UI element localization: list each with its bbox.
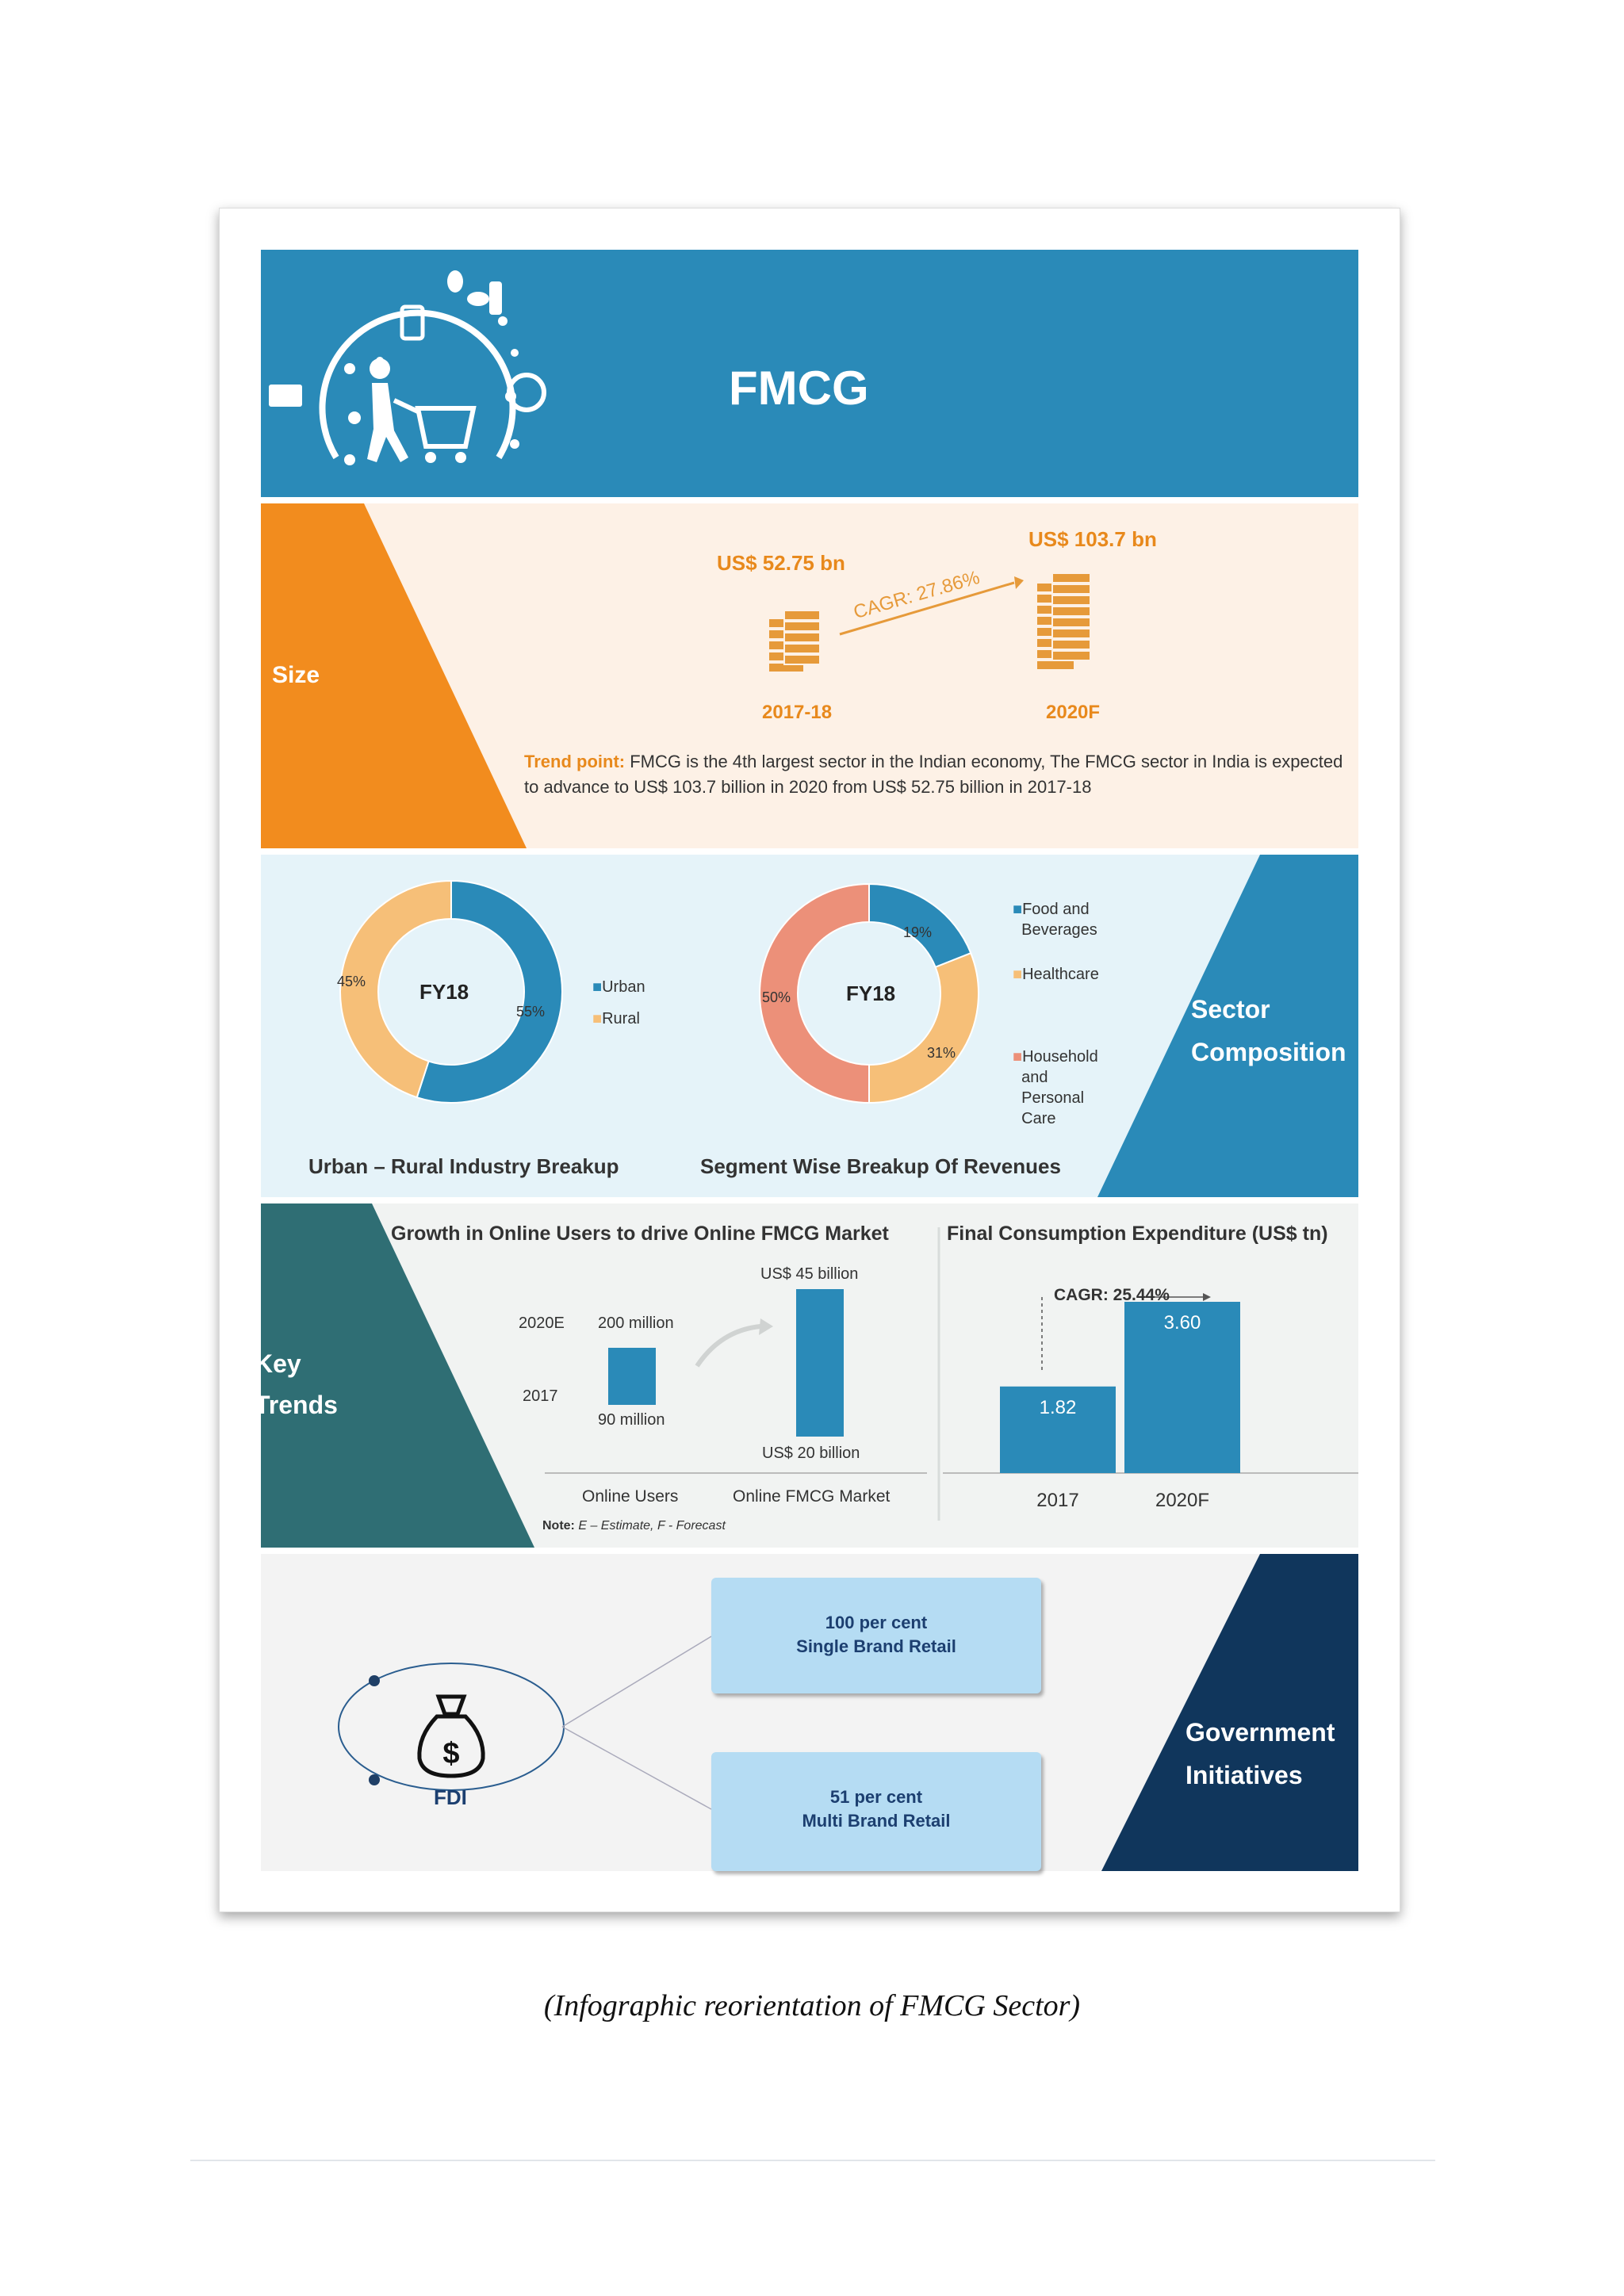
trends-label <box>255 1343 338 1425</box>
segment-slice-1 <box>869 953 979 1103</box>
segment-center: FY18 <box>846 982 896 1005</box>
legend-urban: ■Urban <box>592 978 645 996</box>
page-title: FMCG <box>729 362 869 415</box>
gov-label-line2: Initiatives <box>1185 1761 1303 1789</box>
urban-rural-center: FY18 <box>419 980 469 1004</box>
single-brand-line1: 100 per cent <box>825 1613 928 1632</box>
gov-section <box>261 1554 1358 1871</box>
trends-section <box>255 1203 1358 1548</box>
axis-online-market: Online FMCG Market <box>733 1487 891 1506</box>
users-2020: 200 million <box>598 1314 674 1332</box>
fdi-label: FDI <box>434 1785 467 1809</box>
legend-food: ■Food and Beverages <box>1013 901 1097 939</box>
online-year-2020: 2020E <box>519 1314 565 1332</box>
legend-rural: ■Rural <box>592 1010 640 1027</box>
gov-label <box>1185 1711 1335 1797</box>
sector-label <box>1191 988 1346 1073</box>
household-pct: 50% <box>762 989 791 1005</box>
legend-household: ■Household and Personal Care <box>1013 1048 1098 1127</box>
size-label: Size <box>272 662 320 688</box>
urban-rural-title: Urban – Rural Industry Breakup <box>308 1154 619 1178</box>
consumption-cagr: CAGR: 25.44% <box>1054 1286 1170 1304</box>
urban-pct: 55% <box>516 1004 546 1020</box>
cagr-label: CAGR: 27.86% <box>851 566 982 624</box>
page-divider <box>190 2160 1435 2161</box>
sector-section <box>261 855 1358 1197</box>
dollar-icon: $ <box>442 1737 460 1770</box>
consumption-category-label: 2017 <box>1036 1490 1079 1511</box>
healthcare-pct: 31% <box>927 1045 956 1061</box>
consumption-value-label: 3.60 <box>1163 1312 1201 1334</box>
single-brand-line2: Single Brand Retail <box>796 1636 956 1656</box>
figure-caption: (Infographic reorientation of FMCG Sector) <box>543 1989 1081 2022</box>
sector-label-line1: Sector <box>1191 995 1270 1024</box>
value-2017: US$ 52.75 bn <box>717 551 845 575</box>
sector-label-line2: Composition <box>1191 1038 1346 1066</box>
trends-label-line2: Trends <box>255 1391 338 1419</box>
axis-online-users: Online Users <box>582 1487 679 1506</box>
note: Note: E – Estimate, F - Forecast <box>542 1519 726 1533</box>
trend-point <box>524 749 1355 800</box>
multi-brand-line2: Multi Brand Retail <box>802 1811 951 1831</box>
trend-text: FMCG is the 4th largest sector in the Indian economy, The FMCG sector in India is expected to advance to US$ 103.7 billion in 2020 from US$ 52.75 billion in 2017-18 <box>524 752 1343 797</box>
infographic-frame <box>219 208 1400 1912</box>
consumption-category-label: 2020F <box>1155 1490 1210 1511</box>
coin-stack-2020 <box>1036 573 1090 670</box>
trends-label-line1: Key <box>255 1349 301 1378</box>
segment-title: Segment Wise Breakup Of Revenues <box>700 1154 1061 1178</box>
users-2017: 90 million <box>598 1411 665 1429</box>
multi-brand-box <box>711 1752 1041 1871</box>
trend-label: Trend point: <box>524 752 626 771</box>
market-2017: US$ 20 billion <box>762 1445 860 1462</box>
online-title: Growth in Online Users to drive Online FMCG Market <box>391 1223 889 1245</box>
year-2017: 2017-18 <box>762 702 833 723</box>
header-banner <box>261 250 1358 497</box>
consumption-value-label: 1.82 <box>1039 1396 1077 1418</box>
rural-pct: 45% <box>337 974 366 989</box>
value-2020: US$ 103.7 bn <box>1028 527 1157 551</box>
legend-healthcare: ■Healthcare <box>1013 966 1099 983</box>
coin-stack-2017 <box>768 610 820 672</box>
consumption-title: Final Consumption Expenditure (US$ tn) <box>947 1223 1328 1245</box>
online-year-2017: 2017 <box>523 1387 558 1405</box>
food-pct: 19% <box>903 924 933 940</box>
gov-label-line1: Government <box>1185 1718 1335 1747</box>
multi-brand-line1: 51 per cent <box>829 1787 923 1807</box>
year-2020: 2020F <box>1046 702 1101 723</box>
market-2020: US$ 45 billion <box>760 1265 859 1283</box>
size-section <box>261 503 1358 848</box>
single-brand-box <box>711 1578 1041 1693</box>
